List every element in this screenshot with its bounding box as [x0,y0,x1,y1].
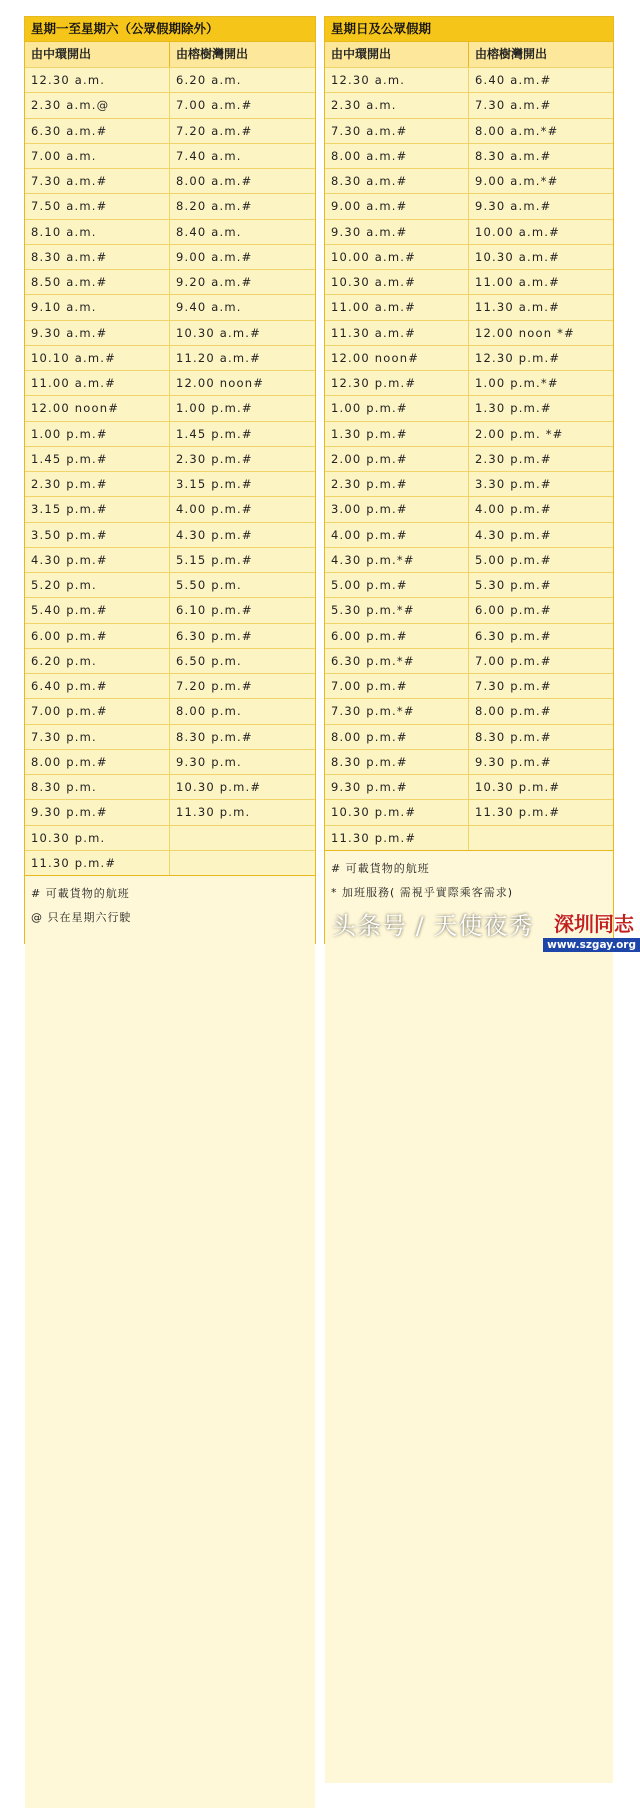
cell-from-yung-shue-wan: 4.30 p.m.# [475,527,552,542]
cell-from-central: 8.30 p.m.# [325,750,469,774]
cell-from-yung-shue-wan: 6.20 a.m. [176,73,242,87]
table-row [325,294,613,319]
cell-from-central: 11.00 a.m.# [325,295,469,319]
cell-from-yung-shue-wan: 6.50 p.m. [176,653,242,668]
cell-from-yung-shue-wan: 12.30 p.m.# [475,350,561,365]
table-row [325,547,613,572]
note-cargo: # 可載貨物的航班 [31,887,130,900]
table-row [25,168,315,193]
cell-from-yung-shue-wan: 7.00 a.m.# [176,98,253,113]
note-cargo: # 可載貨物的航班 [331,861,430,875]
holiday-timetable [324,16,614,944]
cell-from-yung-shue-wan: 10.30 a.m.# [475,249,560,264]
cell-from-central: 12.00 noon# [25,396,170,420]
cell-from-central: 8.30 a.m.# [25,245,170,269]
cell-from-yung-shue-wan: 3.15 p.m.# [176,477,253,491]
cell-from-central: 10.10 a.m.# [25,346,170,370]
cell-from-central: 12.00 noon# [325,346,469,370]
cell-from-central: 7.50 a.m.# [25,194,170,218]
cell-from-yung-shue-wan [170,851,315,875]
cell-from-central: 7.30 a.m.# [25,169,170,193]
table-row [25,118,315,143]
cell-from-yung-shue-wan: 11.00 a.m.# [475,275,560,289]
cell-from-central: 4.30 p.m.*# [325,548,469,572]
note-saturday-only: @ 只在星期六行駛 [31,911,132,924]
cell-from-central: 9.30 p.m.# [325,775,469,799]
table-row [325,572,613,597]
cell-from-central: 7.30 p.m.*# [325,699,469,723]
table-row [325,395,613,420]
table-row [325,67,613,92]
holiday-header-row [325,41,613,67]
table-row [25,294,315,319]
cell-from-central: 6.20 p.m. [25,649,170,673]
holiday-title: 星期日及公眾假期 [325,17,613,41]
weekday-title: 星期一至星期六（公眾假期除外） [25,17,315,41]
cell-from-yung-shue-wan: 5.00 p.m.# [475,552,552,567]
cell-from-yung-shue-wan [469,826,613,850]
cell-from-yung-shue-wan: 8.30 p.m.# [475,729,552,744]
table-row [325,370,613,395]
col-header-from-central: 由中環開出 [25,42,170,67]
table-row [25,522,315,547]
cell-from-yung-shue-wan: 1.00 p.m.# [176,401,253,416]
cell-from-central: 11.30 p.m.# [325,826,469,850]
cell-from-central: 11.30 p.m.# [25,851,170,875]
col-header-from-central: 由中環開出 [325,42,469,67]
table-row [325,799,613,824]
cell-from-central: 11.30 a.m.# [325,321,469,345]
table-row [25,825,315,850]
cell-from-central: 7.30 a.m.# [325,119,469,143]
col-header-from-yung-shue-wan: 由榕樹灣開出 [176,47,249,61]
table-row [25,648,315,673]
cell-from-central: 1.45 p.m.# [25,447,170,471]
table-row [325,219,613,244]
cell-from-central: 2.30 a.m.@ [25,93,170,117]
cell-from-central: 1.00 p.m.# [325,396,469,420]
cell-from-yung-shue-wan: 9.30 a.m.# [475,199,552,214]
table-row [25,370,315,395]
table-row [325,648,613,673]
cell-from-yung-shue-wan: 8.00 a.m.# [176,174,253,188]
table-row [25,496,315,521]
cell-from-yung-shue-wan: 5.15 p.m.# [176,552,253,567]
cell-from-yung-shue-wan: 7.30 a.m.# [475,98,552,113]
table-row [25,673,315,698]
cell-from-central: 9.30 a.m.# [25,321,170,345]
cell-from-yung-shue-wan: 10.30 a.m.# [176,325,261,340]
cell-from-central: 11.00 a.m.# [25,371,170,395]
table-row [25,850,315,875]
note-extra-service: * 加班服務( 需視乎實際乘客需求) [331,885,514,899]
cell-from-yung-shue-wan: 7.20 a.m.# [176,123,253,138]
cell-from-yung-shue-wan: 6.30 p.m.# [176,628,253,643]
table-row [25,774,315,799]
cell-from-central: 4.30 p.m.# [25,548,170,572]
cell-from-central: 2.30 p.m.# [25,472,170,496]
cell-from-yung-shue-wan: 6.00 p.m.# [475,603,552,618]
table-row [325,269,613,294]
cell-from-central: 8.00 p.m.# [325,725,469,749]
cell-from-yung-shue-wan: 12.00 noon *# [475,325,575,340]
col-header-from-yung-shue-wan: 由榕樹灣開出 [475,47,548,61]
weekday-header-row [25,41,315,67]
cell-from-central: 6.30 p.m.*# [325,649,469,673]
table-row [25,219,315,244]
cell-from-central: 8.30 a.m.# [325,169,469,193]
table-row [25,395,315,420]
cell-from-yung-shue-wan: 11.30 p.m.# [475,805,561,820]
cell-from-central: 10.30 p.m. [25,826,170,850]
cell-from-central: 8.10 a.m. [25,220,170,244]
table-row [25,143,315,168]
cell-from-yung-shue-wan: 9.40 a.m. [176,300,242,315]
cell-from-yung-shue-wan: 8.00 p.m.# [475,704,552,719]
table-row [325,825,613,850]
cell-from-central: 1.00 p.m.# [25,422,170,446]
table-row [325,118,613,143]
cell-from-central: 4.00 p.m.# [325,523,469,547]
cell-from-yung-shue-wan: 8.00 p.m. [176,704,242,719]
table-row [25,799,315,824]
table-row [325,496,613,521]
cell-from-yung-shue-wan: 9.20 a.m.# [176,275,253,289]
cell-from-central: 12.30 p.m.# [325,371,469,395]
table-row [325,749,613,774]
table-row [325,421,613,446]
cell-from-central: 5.20 p.m. [25,573,170,597]
cell-from-central: 9.30 a.m.# [325,220,469,244]
cell-from-central: 10.30 a.m.# [325,270,469,294]
table-row [25,623,315,648]
cell-from-yung-shue-wan: 3.30 p.m.# [475,477,552,491]
table-row [25,269,315,294]
cell-from-yung-shue-wan: 9.00 a.m.*# [475,174,559,188]
table-row [325,143,613,168]
table-row [325,597,613,622]
weekday-rows [25,67,315,875]
weekday-notes [25,875,315,1808]
cell-from-yung-shue-wan: 8.40 a.m. [176,224,242,239]
cell-from-central: 8.30 p.m. [25,775,170,799]
table-row [25,320,315,345]
table-row [325,774,613,799]
table-row [25,67,315,92]
cell-from-yung-shue-wan: 10.30 p.m.# [176,780,262,794]
table-row [325,471,613,496]
cell-from-central: 9.00 a.m.# [325,194,469,218]
table-row [325,522,613,547]
cell-from-yung-shue-wan: 11.30 a.m.# [475,300,560,315]
cell-from-central: 3.15 p.m.# [25,497,170,521]
cell-from-central: 3.50 p.m.# [25,523,170,547]
cell-from-yung-shue-wan: 2.30 p.m.# [176,451,253,466]
cell-from-yung-shue-wan: 9.30 p.m. [176,754,242,769]
cell-from-yung-shue-wan: 4.00 p.m.# [475,502,552,517]
cell-from-yung-shue-wan: 7.40 a.m. [176,148,242,163]
cell-from-yung-shue-wan: 7.00 p.m.# [475,653,552,668]
cell-from-yung-shue-wan: 1.30 p.m.# [475,401,552,416]
cell-from-yung-shue-wan: 9.00 a.m.# [176,249,253,264]
cell-from-central: 10.30 p.m.# [325,800,469,824]
cell-from-central: 7.30 p.m. [25,725,170,749]
cell-from-central: 8.50 a.m.# [25,270,170,294]
cell-from-central: 3.00 p.m.# [325,497,469,521]
holiday-rows [325,67,613,850]
cell-from-yung-shue-wan: 6.30 p.m.# [475,628,552,643]
cell-from-yung-shue-wan: 2.30 p.m.# [475,451,552,466]
cell-from-central: 9.30 p.m.# [25,800,170,824]
table-row [325,623,613,648]
cell-from-central: 12.30 a.m. [325,68,469,92]
cell-from-central: 7.00 p.m.# [325,674,469,698]
cell-from-yung-shue-wan: 11.20 a.m.# [176,350,261,365]
cell-from-yung-shue-wan: 6.10 p.m.# [176,603,253,618]
cell-from-yung-shue-wan: 11.30 p.m. [176,805,251,820]
table-row [25,193,315,218]
cell-from-yung-shue-wan: 5.50 p.m. [176,578,242,592]
cell-from-yung-shue-wan: 10.00 a.m.# [475,224,560,239]
cell-from-central: 5.00 p.m.# [325,573,469,597]
cell-from-yung-shue-wan: 9.30 p.m.# [475,754,552,769]
cell-from-yung-shue-wan: 4.30 p.m.# [176,527,253,542]
cell-from-yung-shue-wan: 10.30 p.m.# [475,780,561,794]
cell-from-yung-shue-wan [170,826,315,850]
table-row [25,421,315,446]
table-row [25,244,315,269]
cell-from-yung-shue-wan: 7.20 p.m.# [176,679,253,693]
cell-from-central: 10.00 a.m.# [325,245,469,269]
table-row [325,446,613,471]
cell-from-yung-shue-wan: 1.00 p.m.*# [475,376,559,390]
cell-from-central: 5.40 p.m.# [25,598,170,622]
cell-from-central: 8.00 p.m.# [25,750,170,774]
cell-from-central: 12.30 a.m. [25,68,170,92]
cell-from-yung-shue-wan: 2.00 p.m. *# [475,426,564,441]
cell-from-central: 7.00 p.m.# [25,699,170,723]
table-row [25,572,315,597]
table-row [325,724,613,749]
table-row [325,244,613,269]
watermark-url: www.szgay.org [543,938,640,952]
cell-from-central: 6.00 p.m.# [25,624,170,648]
cell-from-central: 9.10 a.m. [25,295,170,319]
watermark [330,900,640,952]
cell-from-yung-shue-wan: 8.30 p.m.# [176,729,253,744]
cell-from-yung-shue-wan: 8.00 a.m.*# [475,123,559,138]
watermark-logo: 深圳同志 [554,912,634,936]
table-row [325,92,613,117]
holiday-notes [325,850,613,1783]
cell-from-yung-shue-wan: 6.40 a.m.# [475,73,552,87]
cell-from-central: 2.00 p.m.# [325,447,469,471]
table-row [325,673,613,698]
watermark-text: 头条号 / 天使夜秀 [332,912,534,940]
table-row [325,320,613,345]
cell-from-central: 5.30 p.m.*# [325,598,469,622]
table-row [325,698,613,723]
table-row [325,193,613,218]
table-row [25,597,315,622]
table-row [325,345,613,370]
weekday-timetable [24,16,316,944]
cell-from-yung-shue-wan: 8.30 a.m.# [475,148,552,163]
table-row [25,698,315,723]
cell-from-central: 6.00 p.m.# [325,624,469,648]
table-row [25,547,315,572]
cell-from-yung-shue-wan: 8.20 a.m.# [176,199,253,214]
cell-from-yung-shue-wan: 1.45 p.m.# [176,426,253,441]
cell-from-central: 1.30 p.m.# [325,422,469,446]
cell-from-central: 6.30 a.m.# [25,119,170,143]
cell-from-yung-shue-wan: 7.30 p.m.# [475,679,552,693]
table-row [25,471,315,496]
cell-from-central: 2.30 p.m.# [325,472,469,496]
cell-from-central: 7.00 a.m. [25,144,170,168]
table-row [25,345,315,370]
cell-from-yung-shue-wan: 12.00 noon# [176,376,265,390]
cell-from-central: 8.00 a.m.# [325,144,469,168]
table-row [25,749,315,774]
cell-from-yung-shue-wan: 5.30 p.m.# [475,578,552,592]
table-row [25,446,315,471]
table-row [25,92,315,117]
cell-from-yung-shue-wan: 4.00 p.m.# [176,502,253,517]
cell-from-central: 2.30 a.m. [325,93,469,117]
table-row [25,724,315,749]
cell-from-central: 6.40 p.m.# [25,674,170,698]
table-row [325,168,613,193]
